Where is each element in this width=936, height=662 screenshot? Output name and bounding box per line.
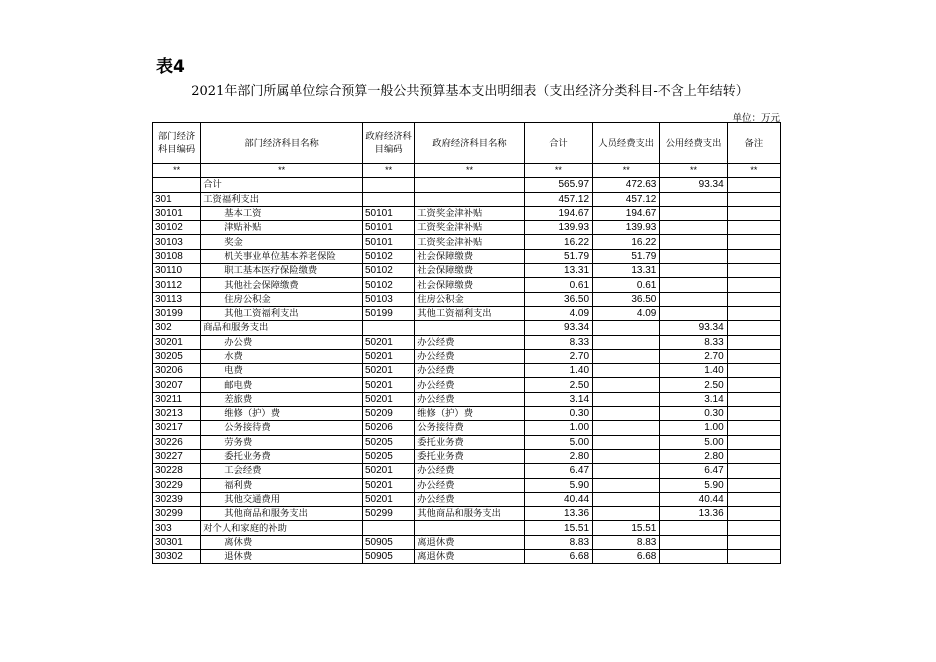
cell-code: 303	[153, 521, 201, 535]
cell-code: 302	[153, 321, 201, 335]
cell-name: 工资福利支出	[201, 192, 363, 206]
cell-personnel: 16.22	[593, 235, 660, 249]
cell-total: 0.30	[524, 407, 592, 421]
cell-name: 基本工资	[201, 206, 363, 220]
star-cell: **	[201, 164, 363, 178]
cell-name: 机关事业单位基本养老保险	[201, 249, 363, 263]
cell-total: 6.68	[524, 550, 592, 564]
table-row	[153, 492, 781, 506]
cell-gov-name: 办公经费	[415, 335, 525, 349]
cell-total: 565.97	[524, 178, 592, 192]
cell-gov-name: 工资奖金津补贴	[415, 206, 525, 220]
cell-personnel: 8.83	[593, 535, 660, 549]
cell-code: 30226	[153, 435, 201, 449]
cell-name: 工会经费	[201, 464, 363, 478]
table-row	[153, 321, 781, 335]
cell-personnel	[593, 478, 660, 492]
star-cell: **	[153, 164, 201, 178]
cell-gov-name: 委托业务费	[415, 449, 525, 463]
cell-total: 40.44	[524, 492, 592, 506]
cell-code: 30301	[153, 535, 201, 549]
cell-gov-name: 离退休费	[415, 550, 525, 564]
cell-gov-name: 办公经费	[415, 464, 525, 478]
cell-note	[727, 421, 780, 435]
cell-total: 93.34	[524, 321, 592, 335]
cell-code: 30229	[153, 478, 201, 492]
cell-gov-name: 其他工资福利支出	[415, 306, 525, 320]
star-cell: **	[415, 164, 525, 178]
cell-note	[727, 407, 780, 421]
cell-note	[727, 507, 780, 521]
cell-note	[727, 364, 780, 378]
cell-gov-code: 50199	[362, 306, 414, 320]
cell-personnel: 51.79	[593, 249, 660, 263]
unit-note: 单位：万元	[732, 113, 780, 124]
cell-personnel	[593, 464, 660, 478]
page-title: 2021年部门所属单位综合预算一般公共预算基本支出明细表（支出经济分类科目-不含上年结转）	[191, 84, 749, 99]
cell-gov-code: 50101	[362, 206, 414, 220]
cell-personnel: 0.61	[593, 278, 660, 292]
cell-gov-code: 50101	[362, 235, 414, 249]
cell-gov-name: 工资奖金津补贴	[415, 221, 525, 235]
cell-code: 30302	[153, 550, 201, 564]
cell-gov-code: 50201	[362, 478, 414, 492]
cell-name: 邮电费	[201, 378, 363, 392]
cell-gov-code: 50205	[362, 449, 414, 463]
cell-public: 1.00	[660, 421, 727, 435]
cell-note	[727, 192, 780, 206]
cell-gov-code: 50209	[362, 407, 414, 421]
cell-code: 30205	[153, 349, 201, 363]
cell-gov-code: 50201	[362, 349, 414, 363]
cell-note	[727, 492, 780, 506]
cell-name: 合计	[201, 178, 363, 192]
cell-code: 30201	[153, 335, 201, 349]
cell-personnel: 15.51	[593, 521, 660, 535]
cell-note	[727, 178, 780, 192]
cell-gov-code: 50201	[362, 492, 414, 506]
cell-note	[727, 235, 780, 249]
cell-name: 退休费	[201, 550, 363, 564]
cell-personnel	[593, 449, 660, 463]
cell-public	[660, 535, 727, 549]
cell-total: 194.67	[524, 206, 592, 220]
cell-gov-code: 50101	[362, 221, 414, 235]
table-row	[153, 535, 781, 549]
cell-public: 8.33	[660, 335, 727, 349]
col-header: 政府经济科目编码	[362, 123, 414, 164]
cell-name: 住房公积金	[201, 292, 363, 306]
cell-code: 30227	[153, 449, 201, 463]
header-row	[153, 123, 781, 164]
cell-gov-name	[415, 192, 525, 206]
cell-total: 1.40	[524, 364, 592, 378]
cell-total: 3.14	[524, 392, 592, 406]
cell-public: 5.00	[660, 435, 727, 449]
cell-total: 5.90	[524, 478, 592, 492]
cell-total: 457.12	[524, 192, 592, 206]
cell-personnel	[593, 321, 660, 335]
cell-gov-code: 50103	[362, 292, 414, 306]
col-header: 备注	[727, 123, 780, 164]
cell-public: 13.36	[660, 507, 727, 521]
cell-public	[660, 521, 727, 535]
cell-note	[727, 335, 780, 349]
cell-public: 2.70	[660, 349, 727, 363]
cell-public	[660, 550, 727, 564]
cell-code: 30217	[153, 421, 201, 435]
cell-total: 6.47	[524, 464, 592, 478]
cell-name: 对个人和家庭的补助	[201, 521, 363, 535]
cell-name: 劳务费	[201, 435, 363, 449]
cell-public	[660, 278, 727, 292]
cell-public: 1.40	[660, 364, 727, 378]
cell-total: 13.36	[524, 507, 592, 521]
cell-total: 0.61	[524, 278, 592, 292]
cell-gov-code	[362, 321, 414, 335]
cell-gov-name: 办公经费	[415, 364, 525, 378]
star-cell: **	[660, 164, 727, 178]
table-row	[153, 292, 781, 306]
cell-note	[727, 206, 780, 220]
cell-note	[727, 321, 780, 335]
cell-personnel	[593, 364, 660, 378]
cell-gov-name: 办公经费	[415, 492, 525, 506]
cell-total: 51.79	[524, 249, 592, 263]
cell-code: 30102	[153, 221, 201, 235]
cell-code: 30113	[153, 292, 201, 306]
cell-public	[660, 221, 727, 235]
cell-gov-name: 社会保障缴费	[415, 278, 525, 292]
cell-personnel: 6.68	[593, 550, 660, 564]
cell-personnel: 13.31	[593, 264, 660, 278]
table-row	[153, 235, 781, 249]
cell-code: 30112	[153, 278, 201, 292]
cell-note	[727, 435, 780, 449]
cell-name: 其他工资福利支出	[201, 306, 363, 320]
table-row	[153, 392, 781, 406]
cell-total: 8.83	[524, 535, 592, 549]
cell-gov-name	[415, 178, 525, 192]
cell-code	[153, 178, 201, 192]
cell-note	[727, 349, 780, 363]
cell-note	[727, 378, 780, 392]
cell-gov-name: 其他商品和服务支出	[415, 507, 525, 521]
table-row	[153, 421, 781, 435]
table-row	[153, 449, 781, 463]
cell-public: 2.50	[660, 378, 727, 392]
cell-total: 13.31	[524, 264, 592, 278]
cell-name: 其他商品和服务支出	[201, 507, 363, 521]
cell-gov-name: 工资奖金津补贴	[415, 235, 525, 249]
cell-gov-name	[415, 321, 525, 335]
cell-personnel: 457.12	[593, 192, 660, 206]
cell-note	[727, 306, 780, 320]
cell-public	[660, 235, 727, 249]
cell-total: 8.33	[524, 335, 592, 349]
table-row	[153, 206, 781, 220]
cell-note	[727, 292, 780, 306]
col-header: 公用经费支出	[660, 123, 727, 164]
cell-name: 其他社会保障缴费	[201, 278, 363, 292]
cell-name: 津贴补贴	[201, 221, 363, 235]
cell-gov-name: 委托业务费	[415, 435, 525, 449]
cell-code: 30207	[153, 378, 201, 392]
cell-code: 301	[153, 192, 201, 206]
cell-total: 2.70	[524, 349, 592, 363]
table-row	[153, 464, 781, 478]
cell-name: 职工基本医疗保险缴费	[201, 264, 363, 278]
cell-note	[727, 521, 780, 535]
table-row	[153, 278, 781, 292]
star-row	[153, 164, 781, 178]
cell-gov-code: 50201	[362, 335, 414, 349]
cell-gov-code: 50102	[362, 264, 414, 278]
cell-public	[660, 206, 727, 220]
cell-code: 30239	[153, 492, 201, 506]
cell-code: 30103	[153, 235, 201, 249]
table-row	[153, 550, 781, 564]
cell-public: 2.80	[660, 449, 727, 463]
cell-personnel	[593, 435, 660, 449]
col-header: 合计	[524, 123, 592, 164]
cell-note	[727, 449, 780, 463]
cell-public	[660, 306, 727, 320]
cell-code: 30211	[153, 392, 201, 406]
cell-code: 30228	[153, 464, 201, 478]
cell-gov-name: 社会保障缴费	[415, 249, 525, 263]
table-row	[153, 249, 781, 263]
col-header: 人员经费支出	[593, 123, 660, 164]
cell-personnel	[593, 407, 660, 421]
cell-public: 3.14	[660, 392, 727, 406]
cell-public: 0.30	[660, 407, 727, 421]
cell-note	[727, 392, 780, 406]
budget-table	[152, 122, 781, 564]
cell-gov-name: 办公经费	[415, 392, 525, 406]
cell-personnel	[593, 507, 660, 521]
cell-gov-code: 50102	[362, 278, 414, 292]
table-row	[153, 192, 781, 206]
table-row	[153, 478, 781, 492]
cell-note	[727, 478, 780, 492]
cell-gov-code	[362, 192, 414, 206]
table-row	[153, 521, 781, 535]
cell-personnel	[593, 392, 660, 406]
cell-code: 30199	[153, 306, 201, 320]
cell-note	[727, 464, 780, 478]
cell-total: 36.50	[524, 292, 592, 306]
cell-name: 办公费	[201, 335, 363, 349]
cell-gov-code	[362, 178, 414, 192]
cell-gov-name: 办公经费	[415, 378, 525, 392]
cell-name: 其他交通费用	[201, 492, 363, 506]
table-row	[153, 221, 781, 235]
cell-note	[727, 221, 780, 235]
cell-personnel	[593, 421, 660, 435]
cell-note	[727, 535, 780, 549]
cell-total: 2.80	[524, 449, 592, 463]
table-row	[153, 435, 781, 449]
cell-gov-name: 住房公积金	[415, 292, 525, 306]
cell-gov-name: 维修（护）费	[415, 407, 525, 421]
cell-public: 40.44	[660, 492, 727, 506]
cell-code: 30206	[153, 364, 201, 378]
cell-gov-name: 离退休费	[415, 535, 525, 549]
cell-public	[660, 192, 727, 206]
cell-public: 93.34	[660, 178, 727, 192]
table-row	[153, 507, 781, 521]
cell-name: 离休费	[201, 535, 363, 549]
cell-gov-code: 50201	[362, 464, 414, 478]
cell-gov-name: 社会保障缴费	[415, 264, 525, 278]
cell-public: 6.47	[660, 464, 727, 478]
cell-name: 差旅费	[201, 392, 363, 406]
cell-code: 30108	[153, 249, 201, 263]
cell-total: 2.50	[524, 378, 592, 392]
cell-gov-code: 50201	[362, 364, 414, 378]
cell-code: 30213	[153, 407, 201, 421]
star-cell: **	[524, 164, 592, 178]
cell-personnel: 139.93	[593, 221, 660, 235]
cell-code: 30299	[153, 507, 201, 521]
cell-gov-code: 50201	[362, 378, 414, 392]
cell-public	[660, 264, 727, 278]
cell-gov-name: 办公经费	[415, 478, 525, 492]
cell-note	[727, 249, 780, 263]
cell-name: 水费	[201, 349, 363, 363]
cell-gov-code	[362, 521, 414, 535]
cell-gov-code: 50102	[362, 249, 414, 263]
cell-personnel: 4.09	[593, 306, 660, 320]
cell-total: 4.09	[524, 306, 592, 320]
table-row	[153, 335, 781, 349]
cell-name: 福利费	[201, 478, 363, 492]
star-cell: **	[362, 164, 414, 178]
cell-total: 5.00	[524, 435, 592, 449]
cell-name: 商品和服务支出	[201, 321, 363, 335]
cell-personnel: 194.67	[593, 206, 660, 220]
cell-public: 5.90	[660, 478, 727, 492]
cell-personnel	[593, 349, 660, 363]
cell-code: 30110	[153, 264, 201, 278]
cell-gov-code: 50206	[362, 421, 414, 435]
cell-note	[727, 278, 780, 292]
table-row	[153, 364, 781, 378]
cell-name: 公务接待费	[201, 421, 363, 435]
cell-total: 1.00	[524, 421, 592, 435]
table-row	[153, 306, 781, 320]
cell-personnel: 36.50	[593, 292, 660, 306]
col-header: 部门经济科目名称	[201, 123, 363, 164]
cell-gov-code: 50905	[362, 535, 414, 549]
cell-name: 委托业务费	[201, 449, 363, 463]
cell-total: 16.22	[524, 235, 592, 249]
cell-note	[727, 264, 780, 278]
cell-gov-name: 办公经费	[415, 349, 525, 363]
cell-gov-code: 50205	[362, 435, 414, 449]
cell-gov-name: 公务接待费	[415, 421, 525, 435]
cell-gov-code: 50299	[362, 507, 414, 521]
cell-personnel: 472.63	[593, 178, 660, 192]
star-cell: **	[727, 164, 780, 178]
cell-public	[660, 249, 727, 263]
table-row	[153, 178, 781, 192]
cell-gov-name	[415, 521, 525, 535]
cell-public	[660, 292, 727, 306]
star-cell: **	[593, 164, 660, 178]
table-row	[153, 349, 781, 363]
cell-name: 奖金	[201, 235, 363, 249]
col-header: 部门经济科目编码	[153, 123, 201, 164]
cell-note	[727, 550, 780, 564]
table-row	[153, 378, 781, 392]
cell-gov-code: 50905	[362, 550, 414, 564]
cell-name: 电费	[201, 364, 363, 378]
table-label: 表4	[156, 57, 185, 77]
cell-gov-code: 50201	[362, 392, 414, 406]
cell-code: 30101	[153, 206, 201, 220]
cell-public: 93.34	[660, 321, 727, 335]
cell-name: 维修（护）费	[201, 407, 363, 421]
cell-total: 139.93	[524, 221, 592, 235]
cell-personnel	[593, 492, 660, 506]
table-row	[153, 264, 781, 278]
cell-personnel	[593, 378, 660, 392]
cell-personnel	[593, 335, 660, 349]
col-header: 政府经济科目名称	[415, 123, 525, 164]
table-row	[153, 407, 781, 421]
cell-total: 15.51	[524, 521, 592, 535]
